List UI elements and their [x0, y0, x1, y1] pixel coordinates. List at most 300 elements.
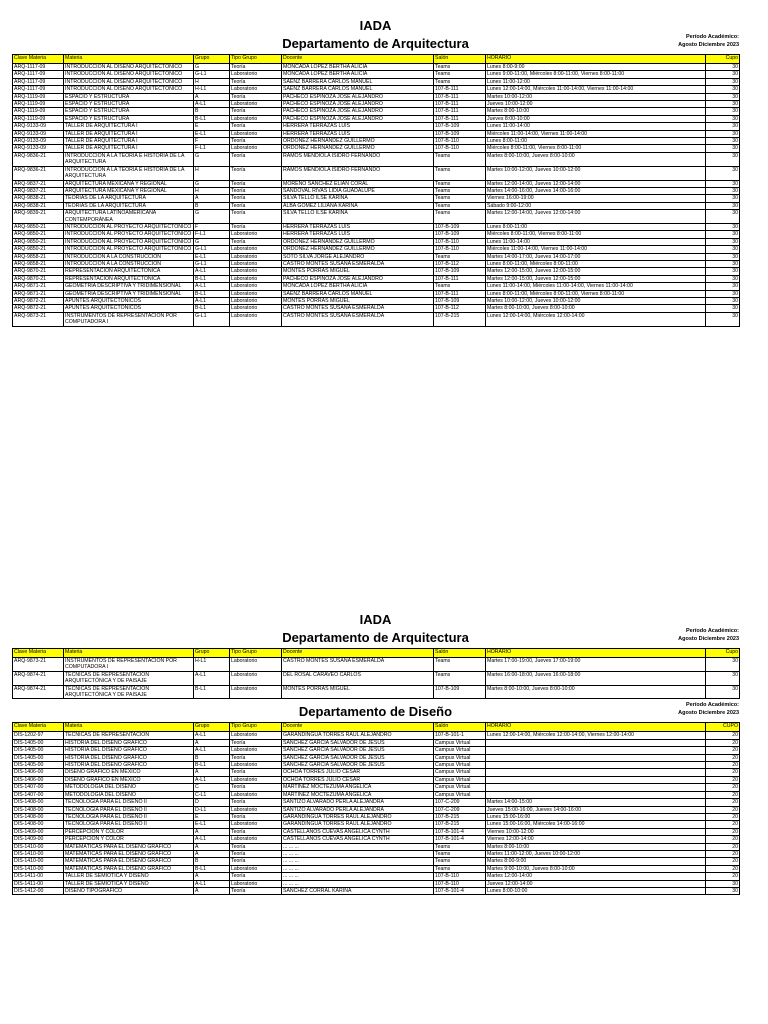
cell-docente: MONCADA LÓPEZ BERTHA ALICIA — [282, 64, 434, 71]
cell-clave-materia: ARQ-9838-21 — [13, 195, 64, 202]
cell-materia: ARQUITECTURA LATINOAMERICANA CONTEMPORÁNEA — [64, 210, 194, 224]
cell-horario — [486, 776, 706, 783]
cell-docente: SÁNCHEZ CORRAL KARINA — [282, 887, 434, 894]
cell-clave-materia: DIS-1411-00 — [13, 873, 64, 880]
cell-grupo: G — [194, 210, 230, 224]
table-row — [13, 275, 740, 282]
cell-cupo: 30 — [706, 275, 740, 282]
table-row — [13, 71, 740, 78]
cell-salon: 107-B-110 — [434, 138, 486, 145]
cell-materia: TECNOLOGÍA PARA EL DISEÑO II — [64, 821, 194, 828]
cell-cupo: 20 — [706, 806, 740, 813]
cell-cupo: 20 — [706, 784, 740, 791]
column-header-docente: Docente — [282, 723, 434, 732]
column-header-cupo: Cupo — [706, 649, 740, 658]
cell-salon: Campus Virtual — [434, 739, 486, 746]
table-row — [13, 858, 740, 865]
department-title: Departamento de Arquitectura — [282, 630, 469, 645]
cell-salon: Campus Virtual — [434, 747, 486, 754]
cell-clave-materia: ARQ-9836-21 — [13, 152, 64, 166]
cell-clave-materia: ARQ-9850-21 — [13, 231, 64, 238]
cell-clave-materia: ARQ-9839-21 — [13, 210, 64, 224]
cell-tipo-grupo: Teoría — [230, 813, 282, 820]
cell-grupo: H-L1 — [194, 86, 230, 93]
cell-materia: INTRODUCCIÓN AL DISEÑO ARQUITECTÓNICO — [64, 78, 194, 85]
cell-cupo: 20 — [706, 754, 740, 761]
cell-clave-materia: DIS-1410-00 — [13, 865, 64, 872]
cell-grupo: A-L1 — [194, 732, 230, 739]
column-header-docente: Docente — [282, 649, 434, 658]
cell-grupo: E-L1 — [194, 821, 230, 828]
cell-horario: Lunes 9:00-11:00, Miércoles 8:00-11:00, Viernes 8:00-11:00 — [486, 71, 706, 78]
cell-salon: 107-B-215 — [434, 821, 486, 828]
cell-horario: Martes 8:00-9:00 — [486, 858, 706, 865]
table-row — [13, 732, 740, 739]
cell-docente: PACHECO ESPINOZA JOSÉ ALEJANDRO — [282, 93, 434, 100]
cell-horario: Lunes 15:00-16:00 — [486, 813, 706, 820]
cell-grupo: E-L1 — [194, 130, 230, 137]
cell-salon: Teams — [434, 202, 486, 209]
cell-tipo-grupo: Laboratorio — [230, 71, 282, 78]
cell-docente: SÁNCHEZ GARCÍA SALVADOR DE JESÚS — [282, 739, 434, 746]
table-row — [13, 671, 740, 685]
cell-docente: MORENO SÁNCHEZ ELIAN CORAL — [282, 180, 434, 187]
cell-tipo-grupo: Teoría — [230, 93, 282, 100]
cell-tipo-grupo: Laboratorio — [230, 880, 282, 887]
cell-tipo-grupo: Laboratorio — [230, 821, 282, 828]
cell-docente: SILVA TELLO ILSE KARINA — [282, 210, 434, 224]
cell-clave-materia: ARQ-9874-21 — [13, 685, 64, 699]
department-title: Departamento de Diseño — [298, 704, 453, 720]
cell-grupo: A — [194, 739, 230, 746]
cell-horario — [486, 754, 706, 761]
cell-cupo: 30 — [706, 312, 740, 326]
period-label: Período Académico: — [686, 702, 739, 709]
cell-cupo: 30 — [706, 123, 740, 130]
cell-tipo-grupo: Teoría — [230, 108, 282, 115]
cell-grupo: G-L1 — [194, 246, 230, 253]
table-row — [13, 850, 740, 857]
cell-grupo: G-L1 — [194, 71, 230, 78]
cell-clave-materia: ARQ-1117-09 — [13, 86, 64, 93]
cell-docente: MONTES PORRAS MIGUEL — [282, 268, 434, 275]
cell-horario: Martes 10:00-12:00, Jueves 10:00-12:00 — [486, 298, 706, 305]
cell-horario: Martes 8:00-10:00, Jueves 8:00-10:00 — [486, 152, 706, 166]
cell-salon: Teams — [434, 283, 486, 290]
table-row — [13, 799, 740, 806]
cell-docente: HERRERA TERRAZAS LUIS — [282, 130, 434, 137]
column-header-grupo: Grupo — [194, 55, 230, 64]
cell-materia: ESPACIO Y ESTRUCTURA — [64, 115, 194, 122]
cell-docente: SILVA TELLO ILSE KARINA — [282, 195, 434, 202]
cell-docente: SANDOVAL RIVAS LIDIA GUADALUPE — [282, 187, 434, 194]
cell-clave-materia: DIS-1410-00 — [13, 843, 64, 850]
cell-materia: TÉCNICAS DE REPRESENTACIÓN — [64, 732, 194, 739]
cell-materia: TÉCNICAS DE REPRESENTACIÓN ARQUITECTÓNICA Y DE PAISAJE — [64, 671, 194, 685]
table-row — [13, 784, 740, 791]
cell-tipo-grupo: Teoría — [230, 195, 282, 202]
cell-materia: INTRODUCCIÓN AL PROYECTO ARQUITECTÓNICO — [64, 238, 194, 245]
cell-tipo-grupo: Laboratorio — [230, 747, 282, 754]
table-row — [13, 836, 740, 843]
cell-grupo: B-L1 — [194, 305, 230, 312]
cell-salon: 107-B-110 — [434, 246, 486, 253]
cell-cupo: 30 — [706, 223, 740, 230]
cell-horario: Martes 9:00-10:00, Jueves 8:00-10:00 — [486, 865, 706, 872]
cell-cupo: 30 — [706, 86, 740, 93]
table-row — [13, 813, 740, 820]
cell-tipo-grupo: Teoría — [230, 754, 282, 761]
cell-salon: Campus Virtual — [434, 754, 486, 761]
cell-grupo: B-L1 — [194, 290, 230, 297]
cell-docente: CASTELLANOS CUEVAS ANGÉLICA CYNTH — [282, 836, 434, 843]
cell-salon: Teams — [434, 187, 486, 194]
cell-horario: Martes 12:00-14:00, Jueves 12:00-14:00 — [486, 210, 706, 224]
cell-cupo: 20 — [706, 747, 740, 754]
cell-clave-materia: DIS-1408-00 — [13, 799, 64, 806]
period-value: Agosto Diciembre 2023 — [678, 41, 739, 48]
cell-materia: APUNTES ARQUITECTÓNICOS — [64, 305, 194, 312]
cell-grupo: A-L1 — [194, 836, 230, 843]
cell-clave-materia: DIS-1409-00 — [13, 836, 64, 843]
cell-grupo: H-L1 — [194, 658, 230, 672]
table-row — [13, 78, 740, 85]
cell-docente: ... ... ... — [282, 865, 434, 872]
table-header-row — [13, 55, 740, 64]
cell-grupo: A — [194, 828, 230, 835]
cell-docente: ORDOÑEZ HERNÁNDEZ GUILLERMO — [282, 246, 434, 253]
cell-clave-materia: ARQ-9870-21 — [13, 275, 64, 282]
cell-docente: MARTÍNEZ MOCTEZUMA ANGÉLICA — [282, 791, 434, 798]
cell-cupo: 30 — [706, 71, 740, 78]
cell-materia: TALLER DE ARQUITECTURA I — [64, 123, 194, 130]
cell-clave-materia: DIS-1407-00 — [13, 791, 64, 798]
cell-grupo: B — [194, 754, 230, 761]
cell-horario: Sábado 9:00-12:00 — [486, 202, 706, 209]
cell-materia: INTRODUCCIÓN AL PROYECTO ARQUITECTÓNICO — [64, 246, 194, 253]
cell-materia: INTRODUCCIÓN AL DISEÑO ARQUITECTÓNICO — [64, 86, 194, 93]
cell-tipo-grupo: Laboratorio — [230, 865, 282, 872]
cell-tipo-grupo: Laboratorio — [230, 671, 282, 685]
cell-materia: DISEÑO TIPOGRÁFICO — [64, 887, 194, 894]
cell-grupo: E — [194, 813, 230, 820]
cell-salon: 107-B-111 — [434, 290, 486, 297]
cell-clave-materia: ARQ-9873-21 — [13, 312, 64, 326]
cell-docente: PACHECO ESPINOZA JOSÉ ALEJANDRO — [282, 115, 434, 122]
cell-salon: 107-B-109 — [434, 298, 486, 305]
cell-docente: HERRERA TERRAZAS LUIS — [282, 231, 434, 238]
table-row — [13, 658, 740, 672]
cell-cupo: 20 — [706, 865, 740, 872]
cell-horario: Jueves 8:00-10:00 — [486, 115, 706, 122]
cell-materia: METODOLOGÍA DEL DISEÑO — [64, 784, 194, 791]
cell-grupo: H — [194, 78, 230, 85]
cell-salon: Teams — [434, 671, 486, 685]
table-row — [13, 880, 740, 887]
cell-salon: Teams — [434, 210, 486, 224]
table-row — [13, 64, 740, 71]
cell-docente: HERRERA TERRAZAS LUIS — [282, 123, 434, 130]
column-header-materia: Materia — [64, 723, 194, 732]
cell-tipo-grupo: Laboratorio — [230, 806, 282, 813]
cell-cupo: 30 — [706, 195, 740, 202]
table-row — [13, 283, 740, 290]
cell-salon: 107-B-110 — [434, 145, 486, 152]
cell-salon: Teams — [434, 64, 486, 71]
design-department-header — [12, 702, 739, 722]
cell-materia: TECNOLOGÍA PARA EL DISEÑO II — [64, 799, 194, 806]
cell-tipo-grupo: Laboratorio — [230, 115, 282, 122]
cell-tipo-grupo: Laboratorio — [230, 305, 282, 312]
cell-horario — [486, 762, 706, 769]
cell-cupo: 30 — [706, 78, 740, 85]
cell-tipo-grupo: Laboratorio — [230, 791, 282, 798]
cell-materia: HISTORIA DEL DISEÑO GRÁFICO — [64, 739, 194, 746]
cell-grupo: G-L1 — [194, 260, 230, 267]
column-header-horario: HORARIO — [486, 649, 706, 658]
cell-docente: SÁNCHEZ GARCÍA SALVADOR DE JESÚS — [282, 747, 434, 754]
cell-grupo: D-L1 — [194, 806, 230, 813]
cell-materia: TALLER DE SEMIÓTICA Y DISEÑO — [64, 880, 194, 887]
cell-salon: Teams — [434, 166, 486, 180]
cell-salon: 107-B-111 — [434, 93, 486, 100]
cell-cupo: 20 — [706, 858, 740, 865]
cell-materia: ESPACIO Y ESTRUCTURA — [64, 108, 194, 115]
cell-horario: Martes 11:00-12:00, Jueves 10:00-12:00 — [486, 850, 706, 857]
table-row — [13, 187, 740, 194]
column-header-horario: HORARIO — [486, 55, 706, 64]
cell-tipo-grupo: Teoría — [230, 78, 282, 85]
department-title: Departamento de Arquitectura — [282, 36, 469, 51]
cell-salon: 107-B-109 — [434, 130, 486, 137]
table-row — [13, 298, 740, 305]
cell-grupo: A-L1 — [194, 776, 230, 783]
table-row — [13, 253, 740, 260]
table-row — [13, 769, 740, 776]
cell-horario: Martes 10:00-12:00, Jueves 10:00-12:00 — [486, 166, 706, 180]
cell-tipo-grupo: Laboratorio — [230, 283, 282, 290]
column-header-clave-materia: Clave Materia — [13, 55, 64, 64]
cell-horario: Miércoles 11:00-14:00, Viernes 11:00-14:00 — [486, 246, 706, 253]
table-row — [13, 152, 740, 166]
cell-clave-materia: DIS-1408-00 — [13, 821, 64, 828]
cell-horario: Viernes 10:00-12:00 — [486, 828, 706, 835]
cell-salon: Teams — [434, 78, 486, 85]
cell-clave-materia: ARQ-9850-21 — [13, 246, 64, 253]
cell-clave-materia: ARQ-9838-21 — [13, 202, 64, 209]
cell-salon: 107-B-109 — [434, 685, 486, 699]
cell-salon: Teams — [434, 195, 486, 202]
cell-tipo-grupo: Teoría — [230, 858, 282, 865]
cell-grupo: A — [194, 769, 230, 776]
cell-docente: OCHOA TORRES JULIO CÉSAR — [282, 769, 434, 776]
cell-grupo: C — [194, 784, 230, 791]
cell-tipo-grupo: Laboratorio — [230, 685, 282, 699]
cell-salon: 107-B-112 — [434, 260, 486, 267]
cell-salon: 107-B-215 — [434, 312, 486, 326]
cell-cupo: 30 — [706, 246, 740, 253]
cell-materia: TALLER DE SEMIÓTICA Y DISEÑO — [64, 873, 194, 880]
cell-grupo: A — [194, 195, 230, 202]
cell-salon: Campus Virtual — [434, 784, 486, 791]
cell-clave-materia: ARQ-9871-21 — [13, 290, 64, 297]
table-row — [13, 101, 740, 108]
cell-clave-materia: ARQ-9874-21 — [13, 671, 64, 685]
table-row — [13, 791, 740, 798]
cell-salon: 107-B-111 — [434, 115, 486, 122]
cell-grupo: A-L1 — [194, 671, 230, 685]
table-row — [13, 202, 740, 209]
cell-horario: Lunes 11:00-14:00, Miércoles 11:00-14:00, Viernes 11:00-14:00 — [486, 283, 706, 290]
cell-materia: PERCEPCIÓN Y COLOR — [64, 836, 194, 843]
academic-period — [678, 702, 739, 717]
cell-clave-materia: ARQ-1119-09 — [13, 101, 64, 108]
design-schedule-table — [12, 722, 740, 895]
cell-grupo: B-L1 — [194, 275, 230, 282]
cell-horario: Lunes 8:00-11:00, Miércoles 8:00-11:00, Viernes 8:00-11:00 — [486, 290, 706, 297]
table-row — [13, 762, 740, 769]
cell-clave-materia: ARQ-9133-09 — [13, 123, 64, 130]
cell-salon: Teams — [434, 71, 486, 78]
cell-grupo: G — [194, 180, 230, 187]
cell-materia: TALLER DE ARQUITECTURA I — [64, 138, 194, 145]
cell-salon: 107-B-101-4 — [434, 836, 486, 843]
cell-salon: Teams — [434, 865, 486, 872]
cell-grupo: F — [194, 223, 230, 230]
cell-tipo-grupo: Laboratorio — [230, 130, 282, 137]
cell-docente: MARTÍNEZ MOCTEZUMA ANGÉLICA — [282, 784, 434, 791]
cell-cupo: 30 — [706, 210, 740, 224]
table-row — [13, 231, 740, 238]
cell-horario: Lunes 8:00-9:00 — [486, 64, 706, 71]
cell-clave-materia: ARQ-9858-21 — [13, 260, 64, 267]
table-row — [13, 123, 740, 130]
cell-docente: SAENZ BARRERA CARLOS MANUEL — [282, 86, 434, 93]
cell-cupo: 30 — [706, 260, 740, 267]
cell-grupo: B — [194, 108, 230, 115]
cell-salon: 107-B-110 — [434, 880, 486, 887]
table-row — [13, 180, 740, 187]
cell-tipo-grupo: Teoría — [230, 887, 282, 894]
cell-materia: MATEMÁTICAS PARA EL DISEÑO GRÁFICO — [64, 858, 194, 865]
table-row — [13, 195, 740, 202]
column-header-materia: Materia — [64, 55, 194, 64]
cell-cupo: 30 — [706, 887, 740, 894]
cell-horario — [486, 769, 706, 776]
cell-cupo: 30 — [706, 671, 740, 685]
schedule-table — [12, 648, 740, 699]
cell-docente: HERRERA TERRAZAS LUIS — [282, 223, 434, 230]
cell-grupo: G — [194, 238, 230, 245]
cell-horario: Lunes 8:00-11:00 — [486, 223, 706, 230]
table-row — [13, 828, 740, 835]
cell-horario: Lunes 12:00-14:00, Miércoles 12:00-14:00 — [486, 312, 706, 326]
cell-docente: SAENZ BARRERA CARLOS MANUEL — [282, 78, 434, 85]
cell-cupo: 30 — [706, 93, 740, 100]
cell-clave-materia: DIS-1405-00 — [13, 739, 64, 746]
cell-materia: INTRODUCCIÓN AL PROYECTO ARQUITECTÓNICO — [64, 223, 194, 230]
cell-materia: METODOLOGÍA DEL DISEÑO — [64, 791, 194, 798]
cell-grupo: E-L1 — [194, 253, 230, 260]
cell-docente: ALBA GÓMEZ LILIANA KARINA — [282, 202, 434, 209]
column-header-tipo-grupo: Tipo Grupo — [230, 649, 282, 658]
cell-grupo: B-L1 — [194, 115, 230, 122]
cell-salon: 107-B-111 — [434, 275, 486, 282]
cell-clave-materia: ARQ-9873-21 — [13, 658, 64, 672]
cell-materia: TÉCNICAS DE REPRESENTACIÓN ARQUITECTÓNICA Y DE PAISAJE — [64, 685, 194, 699]
cell-cupo: 30 — [706, 64, 740, 71]
cell-materia: GEOMETRÍA DESCRIPTIVA Y TRIDIMENSIONAL — [64, 283, 194, 290]
cell-tipo-grupo: Teoría — [230, 238, 282, 245]
cell-tipo-grupo: Teoría — [230, 739, 282, 746]
cell-horario: Martes 14:00-16:00, Jueves 14:00-16:00 — [486, 187, 706, 194]
cell-materia: REPRESENTACIÓN ARQUITECTÓNICA — [64, 275, 194, 282]
cell-materia: TECNOLOGÍA PARA EL DISEÑO II — [64, 813, 194, 820]
table-row — [13, 238, 740, 245]
cell-cupo: 30 — [706, 283, 740, 290]
schedule-table — [12, 54, 740, 327]
cell-cupo: 30 — [706, 253, 740, 260]
cell-horario: Lunes 11:00-12:00 — [486, 78, 706, 85]
cell-grupo: H — [194, 187, 230, 194]
column-header-materia: Materia — [64, 649, 194, 658]
cell-grupo: D — [194, 799, 230, 806]
cell-clave-materia: ARQ-9837-21 — [13, 187, 64, 194]
table-row — [13, 108, 740, 115]
cell-tipo-grupo: Teoría — [230, 784, 282, 791]
cell-tipo-grupo: Teoría — [230, 202, 282, 209]
table-row — [13, 246, 740, 253]
cell-docente: SÁNCHEZ GARCÍA SALVADOR DE JESÚS — [282, 762, 434, 769]
table-row — [13, 873, 740, 880]
cell-cupo: 30 — [706, 138, 740, 145]
cell-tipo-grupo: Laboratorio — [230, 268, 282, 275]
cell-docente: MONCADA LÓPEZ BERTHA ALICIA — [282, 71, 434, 78]
cell-materia: TEORÍAS DE LA ARQUITECTURA — [64, 202, 194, 209]
cell-cupo: 20 — [706, 836, 740, 843]
cell-clave-materia: ARQ-9133-09 — [13, 138, 64, 145]
cell-grupo: B — [194, 858, 230, 865]
cell-horario: Viernes 16:00-19:00 — [486, 195, 706, 202]
cell-grupo: B-L1 — [194, 865, 230, 872]
cell-clave-materia: ARQ-9133-09 — [13, 145, 64, 152]
cell-docente: GARANDINGUA TORRES RAÚL ALEJANDRO — [282, 732, 434, 739]
cell-salon: Campus Virtual — [434, 776, 486, 783]
table-row — [13, 115, 740, 122]
cell-docente: SANTIZO ALVARADO PERLA ALEJANDRA — [282, 799, 434, 806]
period-value: Agosto Diciembre 2023 — [678, 635, 739, 642]
column-header-clave-materia: Clave Materia — [13, 649, 64, 658]
cell-docente: SÁNCHEZ GARCÍA SALVADOR DE JESÚS — [282, 754, 434, 761]
cell-grupo: B-L1 — [194, 685, 230, 699]
cell-clave-materia: ARQ-1117-09 — [13, 71, 64, 78]
cell-docente: CASTRO MONTES SUSANA ESMERALDA — [282, 305, 434, 312]
cell-cupo: 20 — [706, 776, 740, 783]
cell-cupo: 20 — [706, 873, 740, 880]
cell-cupo: 20 — [706, 769, 740, 776]
cell-cupo: 20 — [706, 828, 740, 835]
cell-docente: SOTO SILVA JORGE ALEJANDRO — [282, 253, 434, 260]
column-header-clave-materia: Clave Materia — [13, 723, 64, 732]
cell-cupo: 20 — [706, 799, 740, 806]
cell-horario: Martes 14:00-17:00, Jueves 14:00-17:00 — [486, 253, 706, 260]
cell-horario: Jueves 12:00-14:00 — [486, 880, 706, 887]
cell-horario: Martes 14:00-15:00 — [486, 799, 706, 806]
table-row — [13, 130, 740, 137]
cell-grupo: A-L1 — [194, 283, 230, 290]
cell-horario: Miércoles 11:00-14:00, Viernes 11:00-14:00 — [486, 130, 706, 137]
cell-horario: Lunes 11:00-14:00 — [486, 123, 706, 130]
